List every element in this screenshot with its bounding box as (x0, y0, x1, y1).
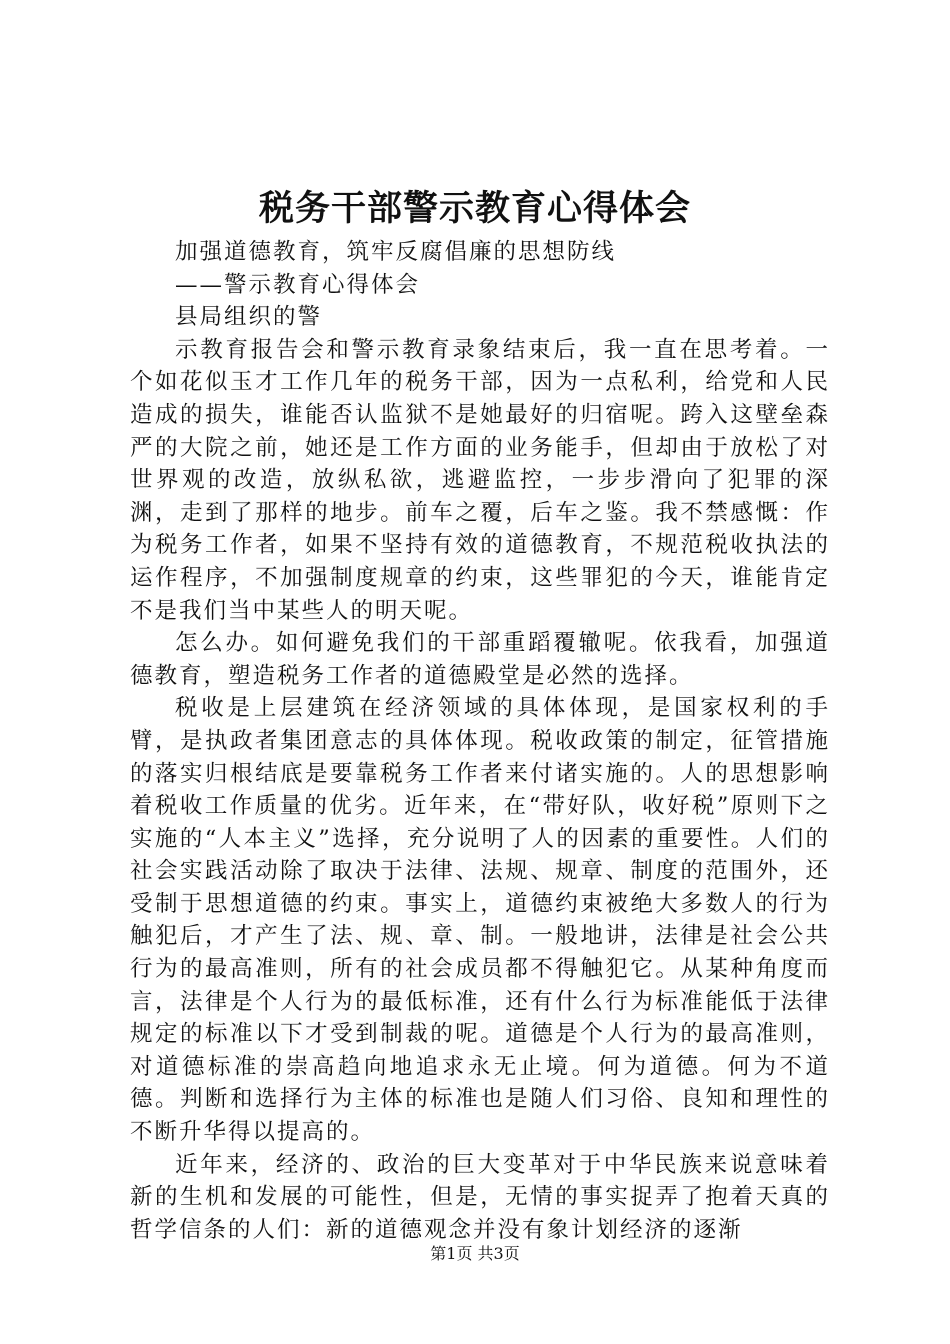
document-body (130, 236, 830, 1246)
body-paragraph: 税收是上层建筑在经济领域的具体体现，是国家权利的手臂，是执政者集团意志的具体体现。税收政策的制定，征管措施的落实归根结底是要靠税务工作者来付诸实施的。人的思想影响着税收工作质量的优劣。近年来，在“带好队，收好税”原则下之实施的“人本主义”选择，充分说明了人的因素的重要性。人们的社会实践活动除了取决于法律、法规、规章、制度的范围外，还受制于思想道德的约束。事实上，道德约束被绝大多数人的行为触犯后，才产生了法、规、章、制。一般地讲，法律是社会公共行为的最高准则，所有的社会成员都不得触犯它。从某种角度而言，法律是个人行为的最低标准，还有什么行为标准能低于法律规定的标准以下才受到制裁的呢。道德是个人行为的最高准则，对道德标准的崇高趋向地追求永无止境。何为道德。何为不道德。判断和选择行为主体的标准也是随人们习俗、良知和理性的不断升华得以提高的。 (130, 695, 830, 1146)
subtitle-line: ——警示教育心得体会 (175, 271, 421, 298)
body-paragraph: 近年来，经济的、政治的巨大变革对于中华民族来说意味着新的生机和发展的可能性，但是，无情的事实捉弄了抱着天真的哲学信条的人们：新的道德观念并没有象计划经济的逐渐 (130, 1151, 830, 1243)
intro-line: 县局组织的警 (175, 304, 323, 331)
body-paragraph: 示教育报告会和警示教育录象结束后，我一直在思考着。一个如花似玉才工作几年的税务干部，因为一点私利，给党和人民造成的损失，谁能否认监狱不是她最好的归宿呢。跨入这壁垒森严的大院之前，她还是工作方面的业务能手，但却由于放松了对世界观的改造，放纵私欲，逃避监控，一步步滑向了犯罪的深渊，走到了那样的地步。前车之覆，后车之鉴。我不禁感慨：作为税务工作者，如果不坚持有效的道德教育，不规范税收执法的运作程序，不加强制度规章的约束，这些罪犯的今天，谁能肯定不是我们当中某些人的明天呢。 (130, 336, 830, 624)
body-paragraph: 怎么办。如何避免我们的干部重蹈覆辙呢。依我看，加强道德教育，塑造税务工作者的道德殿堂是必然的选择。 (130, 630, 830, 689)
page-number-footer: 第1页 共3页 (430, 1244, 520, 1263)
document-title: 税务干部警示教育心得体会 (258, 188, 691, 229)
subtitle-line: 加强道德教育，筑牢反腐倡廉的思想防线 (175, 239, 617, 265)
